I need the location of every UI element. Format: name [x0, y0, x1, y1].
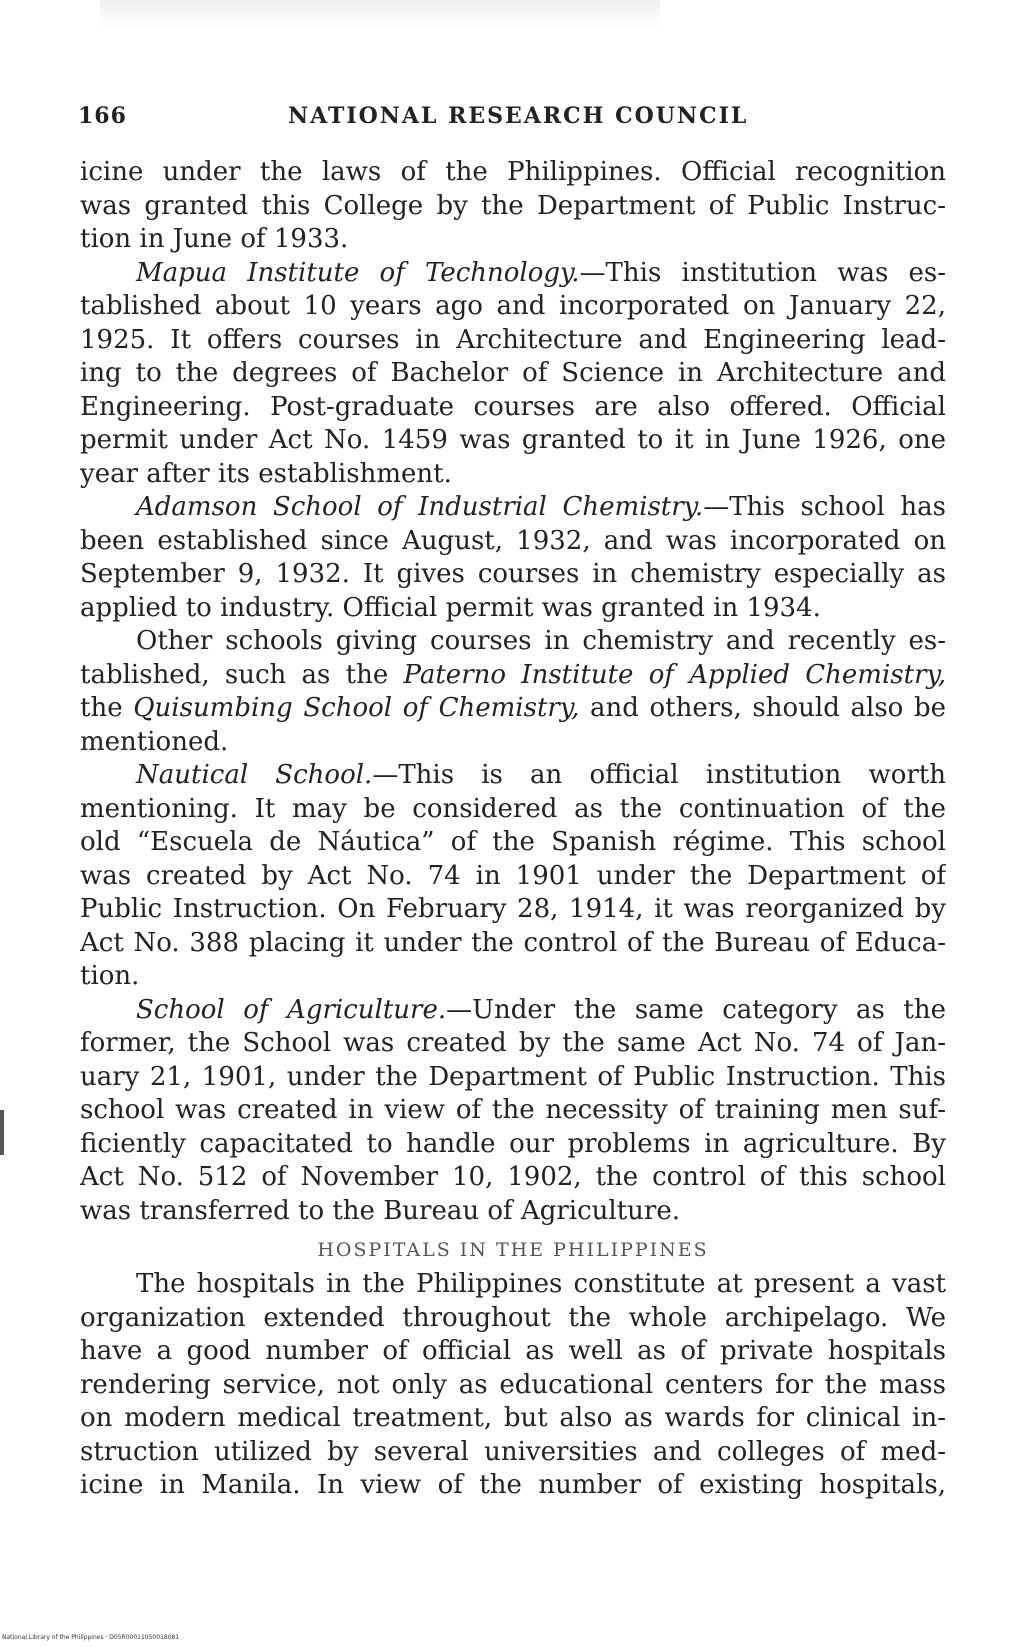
- text-line: [80, 558, 946, 592]
- scan-edge-mark: [0, 1110, 4, 1155]
- line-text: on modern medical treatment, but also as wards for clinical in-: [80, 1403, 946, 1433]
- text-line: [80, 1268, 946, 1302]
- text-line: [80, 994, 946, 1028]
- line-text: icine under the laws of the Philippines. Official recognition: [80, 157, 946, 187]
- text-line: [80, 625, 946, 659]
- text-line: [80, 223, 946, 257]
- line-text: school was created in view of the necessity of training men suf-: [80, 1095, 946, 1125]
- line-text: —This school has: [703, 492, 946, 522]
- line-text: permit under Act No. 1459 was granted to it in June 1926, one: [80, 425, 946, 455]
- text-line: [80, 458, 946, 492]
- line-text: tablished, such as the: [80, 659, 404, 690]
- line-text: —Under the same category as the: [446, 994, 946, 1025]
- text-line: [80, 491, 946, 525]
- line-text: Public Instruction. On February 28, 1914, it was reorganized by: [80, 894, 946, 924]
- line-text: —This is an official institution worth: [372, 760, 946, 790]
- text-line: [80, 1335, 946, 1369]
- text-line: [80, 960, 946, 994]
- italic-lead: Mapua Institute of Technology.: [136, 257, 580, 288]
- line-text: September 9, 1932. It gives courses in chemistry especially as: [80, 559, 946, 589]
- page-number: 166: [78, 103, 127, 129]
- text-line: [80, 290, 946, 324]
- italic-lead: Quisumbing School of Chemistry,: [133, 693, 580, 723]
- text-line: [80, 1469, 946, 1503]
- line-text: have a good number of official as well as of private hospitals: [80, 1336, 946, 1366]
- text-line: [80, 1128, 946, 1162]
- line-text: tion.: [80, 961, 140, 991]
- line-text: ficiently capacitated to handle our problems in agriculture. By: [80, 1128, 946, 1159]
- line-text: former, the School was created by the same Act No. 74 of Jan-: [80, 1028, 946, 1058]
- section-heading: [80, 1228, 946, 1268]
- text-line: [80, 793, 946, 827]
- text-line: [80, 692, 946, 726]
- line-text: icine in Manila. In view of the number of existing hospitals,: [80, 1470, 946, 1500]
- italic-lead: Nautical School.: [136, 760, 373, 790]
- line-text: tion in June of 1933.: [80, 224, 349, 254]
- line-text: struction utilized by several universities and colleges of med-: [80, 1436, 946, 1467]
- italic-lead: Adamson School of Industrial Chemistry.: [136, 492, 704, 522]
- text-line: [80, 927, 946, 961]
- line-text: rendering service, not only as educational centers for the mass: [80, 1369, 946, 1400]
- running-title: NATIONAL RESEARCH COUNCIL: [288, 103, 749, 129]
- body-text: [80, 156, 946, 1503]
- line-text: year after its establishment.: [80, 458, 452, 489]
- line-text: applied to industry. Official permit was granted in 1934.: [80, 592, 821, 623]
- text-line: [80, 357, 946, 391]
- text-line: [80, 826, 946, 860]
- line-text: tablished about 10 years ago and incorporated on January 22,: [80, 291, 946, 321]
- line-text: HOSPITALS IN THE PHILIPPINES: [317, 1239, 709, 1261]
- text-line: [80, 1369, 946, 1403]
- text-line: [80, 1402, 946, 1436]
- text-line: [80, 424, 946, 458]
- text-line: [80, 156, 946, 190]
- text-line: [80, 726, 946, 760]
- line-text: The hospitals in the Philippines constitute at present a vast: [136, 1269, 946, 1299]
- line-text: —This institution was es-: [579, 257, 946, 288]
- italic-lead: School of Agriculture.: [136, 994, 447, 1025]
- text-line: [80, 860, 946, 894]
- text-line: [80, 592, 946, 626]
- line-text: mentioned.: [80, 726, 229, 757]
- scan-smudge: [100, 0, 660, 30]
- line-text: been established since August, 1932, and was incorporated on: [80, 525, 946, 556]
- line-text: Act No. 388 placing it under the control of the Bureau of Educa-: [80, 927, 946, 958]
- text-line: [80, 324, 946, 358]
- italic-lead: Paterno Institute of Applied Chemistry,: [403, 659, 946, 690]
- text-line: [80, 1161, 946, 1195]
- text-line: [80, 391, 946, 425]
- line-text: and others, should also be: [579, 693, 946, 723]
- line-text: Engineering. Post-graduate courses are also offered. Official: [80, 391, 946, 422]
- text-line: [80, 1094, 946, 1128]
- line-text: Other schools giving courses in chemistry and recently es-: [136, 626, 946, 656]
- text-line: [80, 659, 946, 693]
- text-line: [80, 525, 946, 559]
- line-text: the: [80, 693, 134, 723]
- line-text: ing to the degrees of Bachelor of Science in Architecture and: [80, 358, 946, 388]
- line-text: old “Escuela de Náutica” of the Spanish régime. This school: [80, 827, 946, 857]
- line-text: was transferred to the Bureau of Agriculture.: [80, 1195, 680, 1226]
- scan-footer: National Library of the Philippines · D05R00011050018081: [2, 1634, 180, 1641]
- text-line: [80, 1436, 946, 1470]
- text-line: [80, 257, 946, 291]
- line-text: mentioning. It may be considered as the continuation of the: [80, 793, 946, 824]
- line-text: 1925. It offers courses in Architecture and Engineering lead-: [80, 324, 946, 355]
- text-line: [80, 893, 946, 927]
- running-head: [78, 103, 948, 137]
- text-line: [80, 1061, 946, 1095]
- line-text: was created by Act No. 74 in 1901 under the Department of: [80, 860, 946, 891]
- text-line: [80, 1302, 946, 1336]
- line-text: Act No. 512 of November 10, 1902, the control of this school: [80, 1162, 946, 1192]
- text-line: [80, 759, 946, 793]
- line-text: was granted this College by the Department of Public Instruc-: [80, 190, 946, 221]
- text-line: [80, 190, 946, 224]
- line-text: organization extended throughout the whole archipelago. We: [80, 1302, 946, 1333]
- text-line: [80, 1195, 946, 1229]
- text-line: [80, 1027, 946, 1061]
- line-text: uary 21, 1901, under the Department of Public Instruction. This: [80, 1061, 946, 1092]
